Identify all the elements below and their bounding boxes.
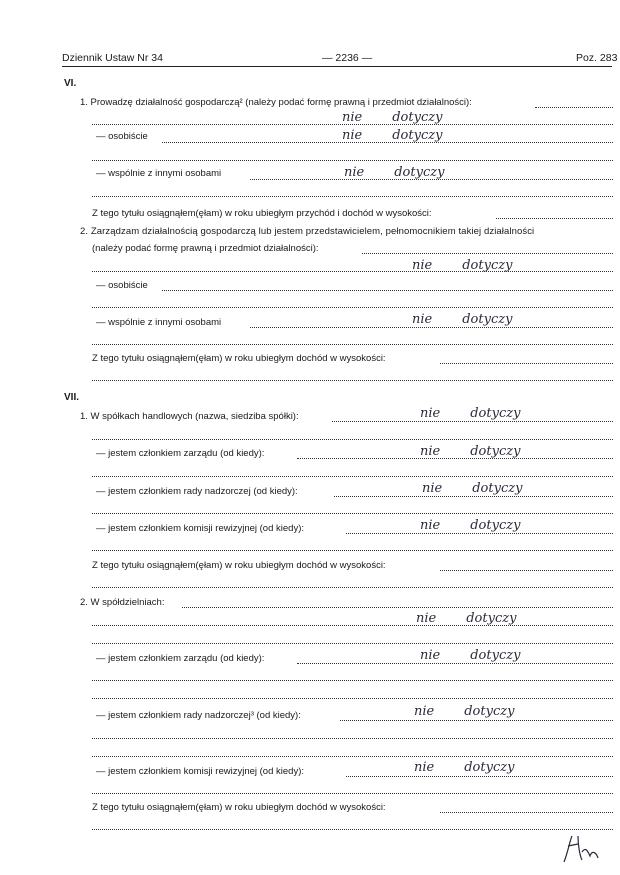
vi-q2-answer-line[interactable] (92, 271, 613, 272)
vi-q1-jointly-answer: nie dotyczy (344, 165, 445, 180)
vii-q2-board-label: — jestem członkiem zarządu (od kiedy): (96, 653, 265, 664)
vii-q1-income-label: Z tego tytułu osiągnąłem(ęłam) w roku ubiegłym dochód w wysokości: (92, 560, 386, 571)
vii-q1-field[interactable] (332, 421, 613, 422)
vii-q1-board-answer: nie dotyczy (420, 444, 521, 459)
vii-q1-audit-line[interactable] (92, 550, 613, 551)
vi-q1-personally-field[interactable] (162, 142, 613, 143)
vii-q1-board-line[interactable] (92, 476, 613, 477)
vi-q2-field[interactable] (362, 253, 613, 254)
vii-q2-extra-line[interactable] (92, 643, 613, 644)
vii-q2-supervisory-line-2[interactable] (92, 756, 613, 757)
vi-q1-personally-answer: nie dotyczy (342, 128, 443, 143)
vi-q1-jointly-label: — wspólnie z innymi osobami (96, 168, 222, 179)
vi-q1-label: 1. Prowadzę działalność gospodarczą² (należy podać formę prawną i przedmiot działalności): (80, 97, 472, 108)
vii-q2-audit-answer: nie dotyczy (414, 760, 515, 775)
vii-q2-answer: nie dotyczy (416, 611, 517, 626)
vii-q2-supervisory-line-1[interactable] (92, 738, 613, 739)
vi-q2-income-line[interactable] (92, 380, 613, 381)
page-number: — 2236 — (322, 52, 373, 64)
vii-q1-board-label: — jestem członkiem zarządu (od kiedy): (96, 448, 265, 459)
vii-q1-supervisory-answer: nie dotyczy (422, 481, 523, 496)
vii-q1-income-field[interactable] (440, 570, 613, 571)
vii-q1-income-line[interactable] (92, 587, 613, 588)
vi-q2-jointly-label: — wspólnie z innymi osobami (96, 317, 222, 328)
vii-q2-supervisory-label: — jestem członkiem rady nadzorczej³ (od kiedy): (96, 710, 301, 721)
vii-q2-board-line-1[interactable] (92, 680, 613, 681)
vii-q1-board-field[interactable] (297, 458, 613, 459)
header-rule (62, 66, 612, 67)
vii-q2-income-label: Z tego tytułu osiągnąłem(ęłam) w roku ubiegłym dochód w wysokości: (92, 802, 386, 813)
vi-q1-field[interactable] (535, 107, 613, 108)
vii-q2-supervisory-answer: nie dotyczy (414, 704, 515, 719)
vii-q2-income-line[interactable] (92, 829, 613, 830)
position-number: Poz. 283 (576, 52, 618, 64)
vi-q2-personally-field[interactable] (162, 290, 613, 291)
vi-q2-personally-line[interactable] (92, 307, 613, 308)
vii-q1-answer-line[interactable] (92, 439, 613, 440)
vii-q1-supervisory-line[interactable] (92, 513, 613, 514)
vi-q2-income-label: Z tego tytułu osiągnąłem(ęłam) w roku ubiegłym dochód w wysokości: (92, 353, 386, 364)
journal-title: Dziennik Ustaw Nr 34 (62, 52, 163, 64)
vi-q2-jointly-field[interactable] (250, 327, 613, 328)
vii-q2-audit-label: — jestem członkiem komisji rewizyjnej (od kiedy): (96, 766, 304, 777)
vi-q1-jointly-field[interactable] (250, 179, 613, 180)
section-vii-title: VII. (64, 392, 80, 403)
vii-q2-field[interactable] (182, 607, 613, 608)
vii-q2-board-answer: nie dotyczy (420, 648, 521, 663)
vi-q1-personally-line[interactable] (92, 160, 613, 161)
vi-q1-answer-line[interactable] (92, 124, 613, 125)
vi-q2-label-line1: 2. Zarządzam działalnością gospodarczą lub jestem przedstawicielem, pełnomocnikiem takiej działalności (80, 226, 535, 237)
vii-q1-audit-label: — jestem członkiem komisji rewizyjnej (od kiedy): (96, 523, 304, 534)
vi-q1-income-label: Z tego tytułu osiągnąłem(ęłam) w roku ubiegłym przychód i dochód w wysokości: (92, 208, 432, 219)
vi-q1-income-field[interactable] (496, 218, 613, 219)
vii-q2-answer-line[interactable] (92, 625, 613, 626)
vi-q1-personally-label: — osobiście (96, 131, 148, 142)
vii-q2-board-line-2[interactable] (92, 698, 613, 699)
vii-q1-audit-field[interactable] (346, 533, 613, 534)
vi-q1-jointly-line[interactable] (92, 196, 613, 197)
vi-q2-answer: nie dotyczy (412, 258, 513, 273)
vi-q2-income-field[interactable] (440, 363, 613, 364)
vi-q2-personally-label: — osobiście (96, 280, 148, 291)
vi-q2-label-line2: (należy podać formę prawną i przedmiot działalności): (92, 243, 319, 254)
vii-q1-audit-answer: nie dotyczy (420, 518, 521, 533)
vi-q1-answer: nie dotyczy (342, 110, 443, 125)
vii-q1-answer: nie dotyczy (420, 406, 521, 421)
vi-q2-jointly-answer: nie dotyczy (412, 312, 513, 327)
vii-q1-supervisory-label: — jestem członkiem rady nadzorczej (od kiedy): (96, 486, 298, 497)
section-vi-title: VI. (64, 78, 77, 89)
vii-q2-audit-field[interactable] (346, 776, 613, 777)
vii-q1-supervisory-field[interactable] (334, 496, 613, 497)
vi-q2-jointly-line[interactable] (92, 344, 613, 345)
vii-q2-board-field[interactable] (297, 663, 613, 664)
vii-q2-label: 2. W spółdzielniach: (80, 597, 165, 608)
vii-q1-label: 1. W spółkach handlowych (nazwa, siedziba spółki): (80, 411, 299, 422)
vii-q2-supervisory-field[interactable] (340, 720, 613, 721)
vii-q2-audit-line[interactable] (92, 793, 613, 794)
signature-mark (560, 832, 602, 866)
vii-q2-income-field[interactable] (440, 812, 613, 813)
